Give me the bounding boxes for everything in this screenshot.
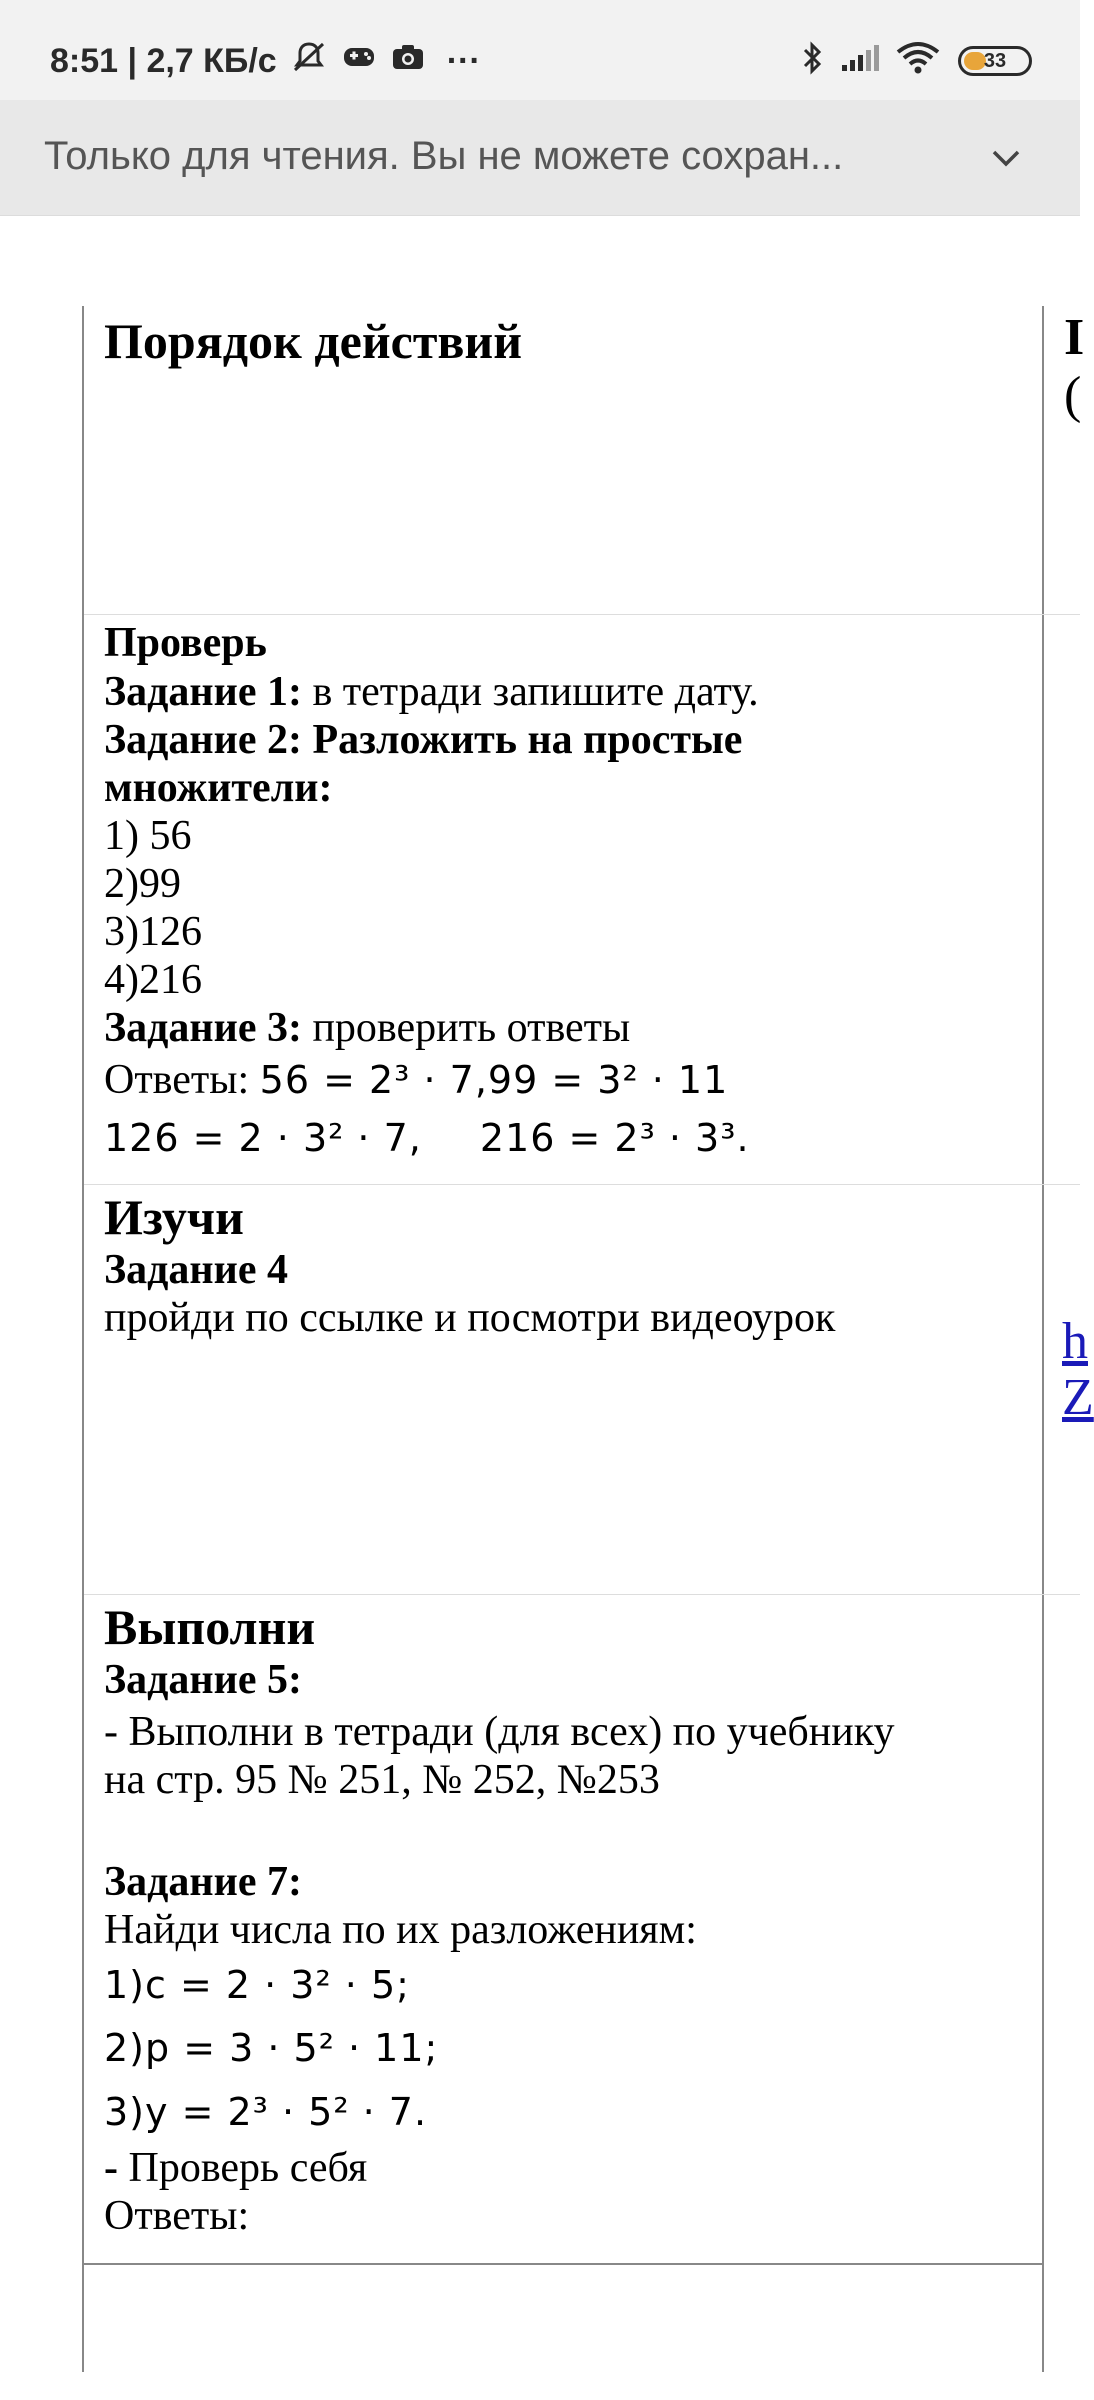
right-column-paren-fragment: (	[1064, 367, 1082, 424]
video-link-fragment-1[interactable]: h	[1062, 1313, 1088, 1370]
task-4-label: Задание 4	[104, 1247, 288, 1293]
battery-indicator	[958, 46, 1032, 76]
battery-percent: 33	[983, 49, 1007, 72]
answers-label: Ответы:	[104, 1057, 260, 1103]
document-view[interactable]	[0, 216, 1094, 2400]
task-2-item: 3)126	[104, 909, 202, 955]
task-7-item: 1)c = 2 · 3² · 5;	[104, 1963, 410, 2007]
section-do	[104, 1598, 1024, 2240]
task-3-label: Задание 3:	[104, 1005, 302, 1051]
chevron-down-icon[interactable]	[988, 140, 1024, 181]
answer-formula-1: 56 = 2³ · 7,99 = 3² · 11	[259, 1058, 729, 1102]
answer-formula-2: 126 = 2 · 3² · 7,	[104, 1116, 422, 1160]
task-4-text: пройди по ссылке и посмотри видеоурок	[104, 1295, 836, 1341]
table-bottom-border	[82, 2263, 1044, 2265]
video-link-fragment-2[interactable]: Z	[1062, 1369, 1094, 1426]
table-left-border	[82, 306, 84, 2372]
status-left	[50, 40, 481, 83]
more-notifications-icon: ···	[446, 42, 481, 80]
read-only-message: Только для чтения. Вы не можете сохран...	[44, 134, 844, 178]
section-heading-study: Изучи	[104, 1189, 244, 1245]
row-separator	[84, 1184, 1080, 1185]
answer-formula-3: 216 = 2³ · 3³.	[479, 1116, 750, 1160]
task-3-text: проверить ответы	[301, 1005, 631, 1051]
notifications-off-icon	[291, 40, 327, 83]
blank-line	[104, 1804, 1024, 1852]
table-column-divider	[1042, 306, 1044, 2372]
gamepad-icon	[341, 42, 377, 81]
answers-line-1	[104, 1052, 1024, 1108]
answers-line-2	[104, 1108, 1024, 1168]
check-yourself	[104, 2144, 1024, 2192]
signal-icon	[840, 43, 880, 78]
row-separator	[84, 614, 1080, 615]
bluetooth-icon	[802, 40, 824, 81]
task-2-item: 1) 56	[104, 813, 192, 859]
task-1-label: Задание 1:	[104, 669, 302, 715]
read-only-banner[interactable]	[0, 100, 1080, 216]
task-1-text: в тетради запишите дату.	[301, 669, 759, 715]
section-heading-do: Выполни	[104, 1599, 316, 1655]
task-7-item: 2)p = 3 · 5² · 11;	[104, 2026, 439, 2070]
camera-icon	[391, 42, 425, 81]
task-2-item: 2)99	[104, 861, 181, 907]
answers-label-2: Ответы:	[104, 2193, 250, 2239]
task-2-label: Задание 2: Разложить на простые	[104, 717, 743, 763]
status-bar	[0, 0, 1080, 100]
check-dash: -	[104, 2145, 118, 2191]
task-1	[104, 668, 1024, 716]
task-5-label: Задание 5:	[104, 1657, 302, 1703]
check-text: Проверь себя	[118, 2145, 368, 2191]
section-heading-check: Проверь	[104, 620, 267, 666]
task-7-text: Найди числа по их разложениям:	[104, 1907, 697, 1953]
row-separator	[84, 1594, 1080, 1595]
status-right	[786, 40, 1032, 81]
status-time-speed: 8:51 | 2,7 КБ/с	[50, 42, 277, 80]
task-7-label: Задание 7:	[104, 1859, 302, 1905]
section-check	[104, 618, 1024, 1168]
wifi-icon	[896, 42, 940, 79]
section-heading-order: Порядок действий	[104, 313, 523, 369]
task-3	[104, 1004, 1024, 1052]
task-7-item: 3)y = 2³ · 5² · 7.	[104, 2090, 428, 2134]
right-column-heading-fragment: I	[1064, 309, 1085, 366]
section-study	[104, 1188, 1024, 1342]
task-2-label-cont: множители:	[104, 765, 333, 811]
task-5-line-2: на стр. 95 № 251, № 252, №253	[104, 1757, 660, 1803]
task-2-item: 4)216	[104, 957, 202, 1003]
task-5-line-1: - Выполни в тетради (для всех) по учебнику	[104, 1709, 895, 1755]
